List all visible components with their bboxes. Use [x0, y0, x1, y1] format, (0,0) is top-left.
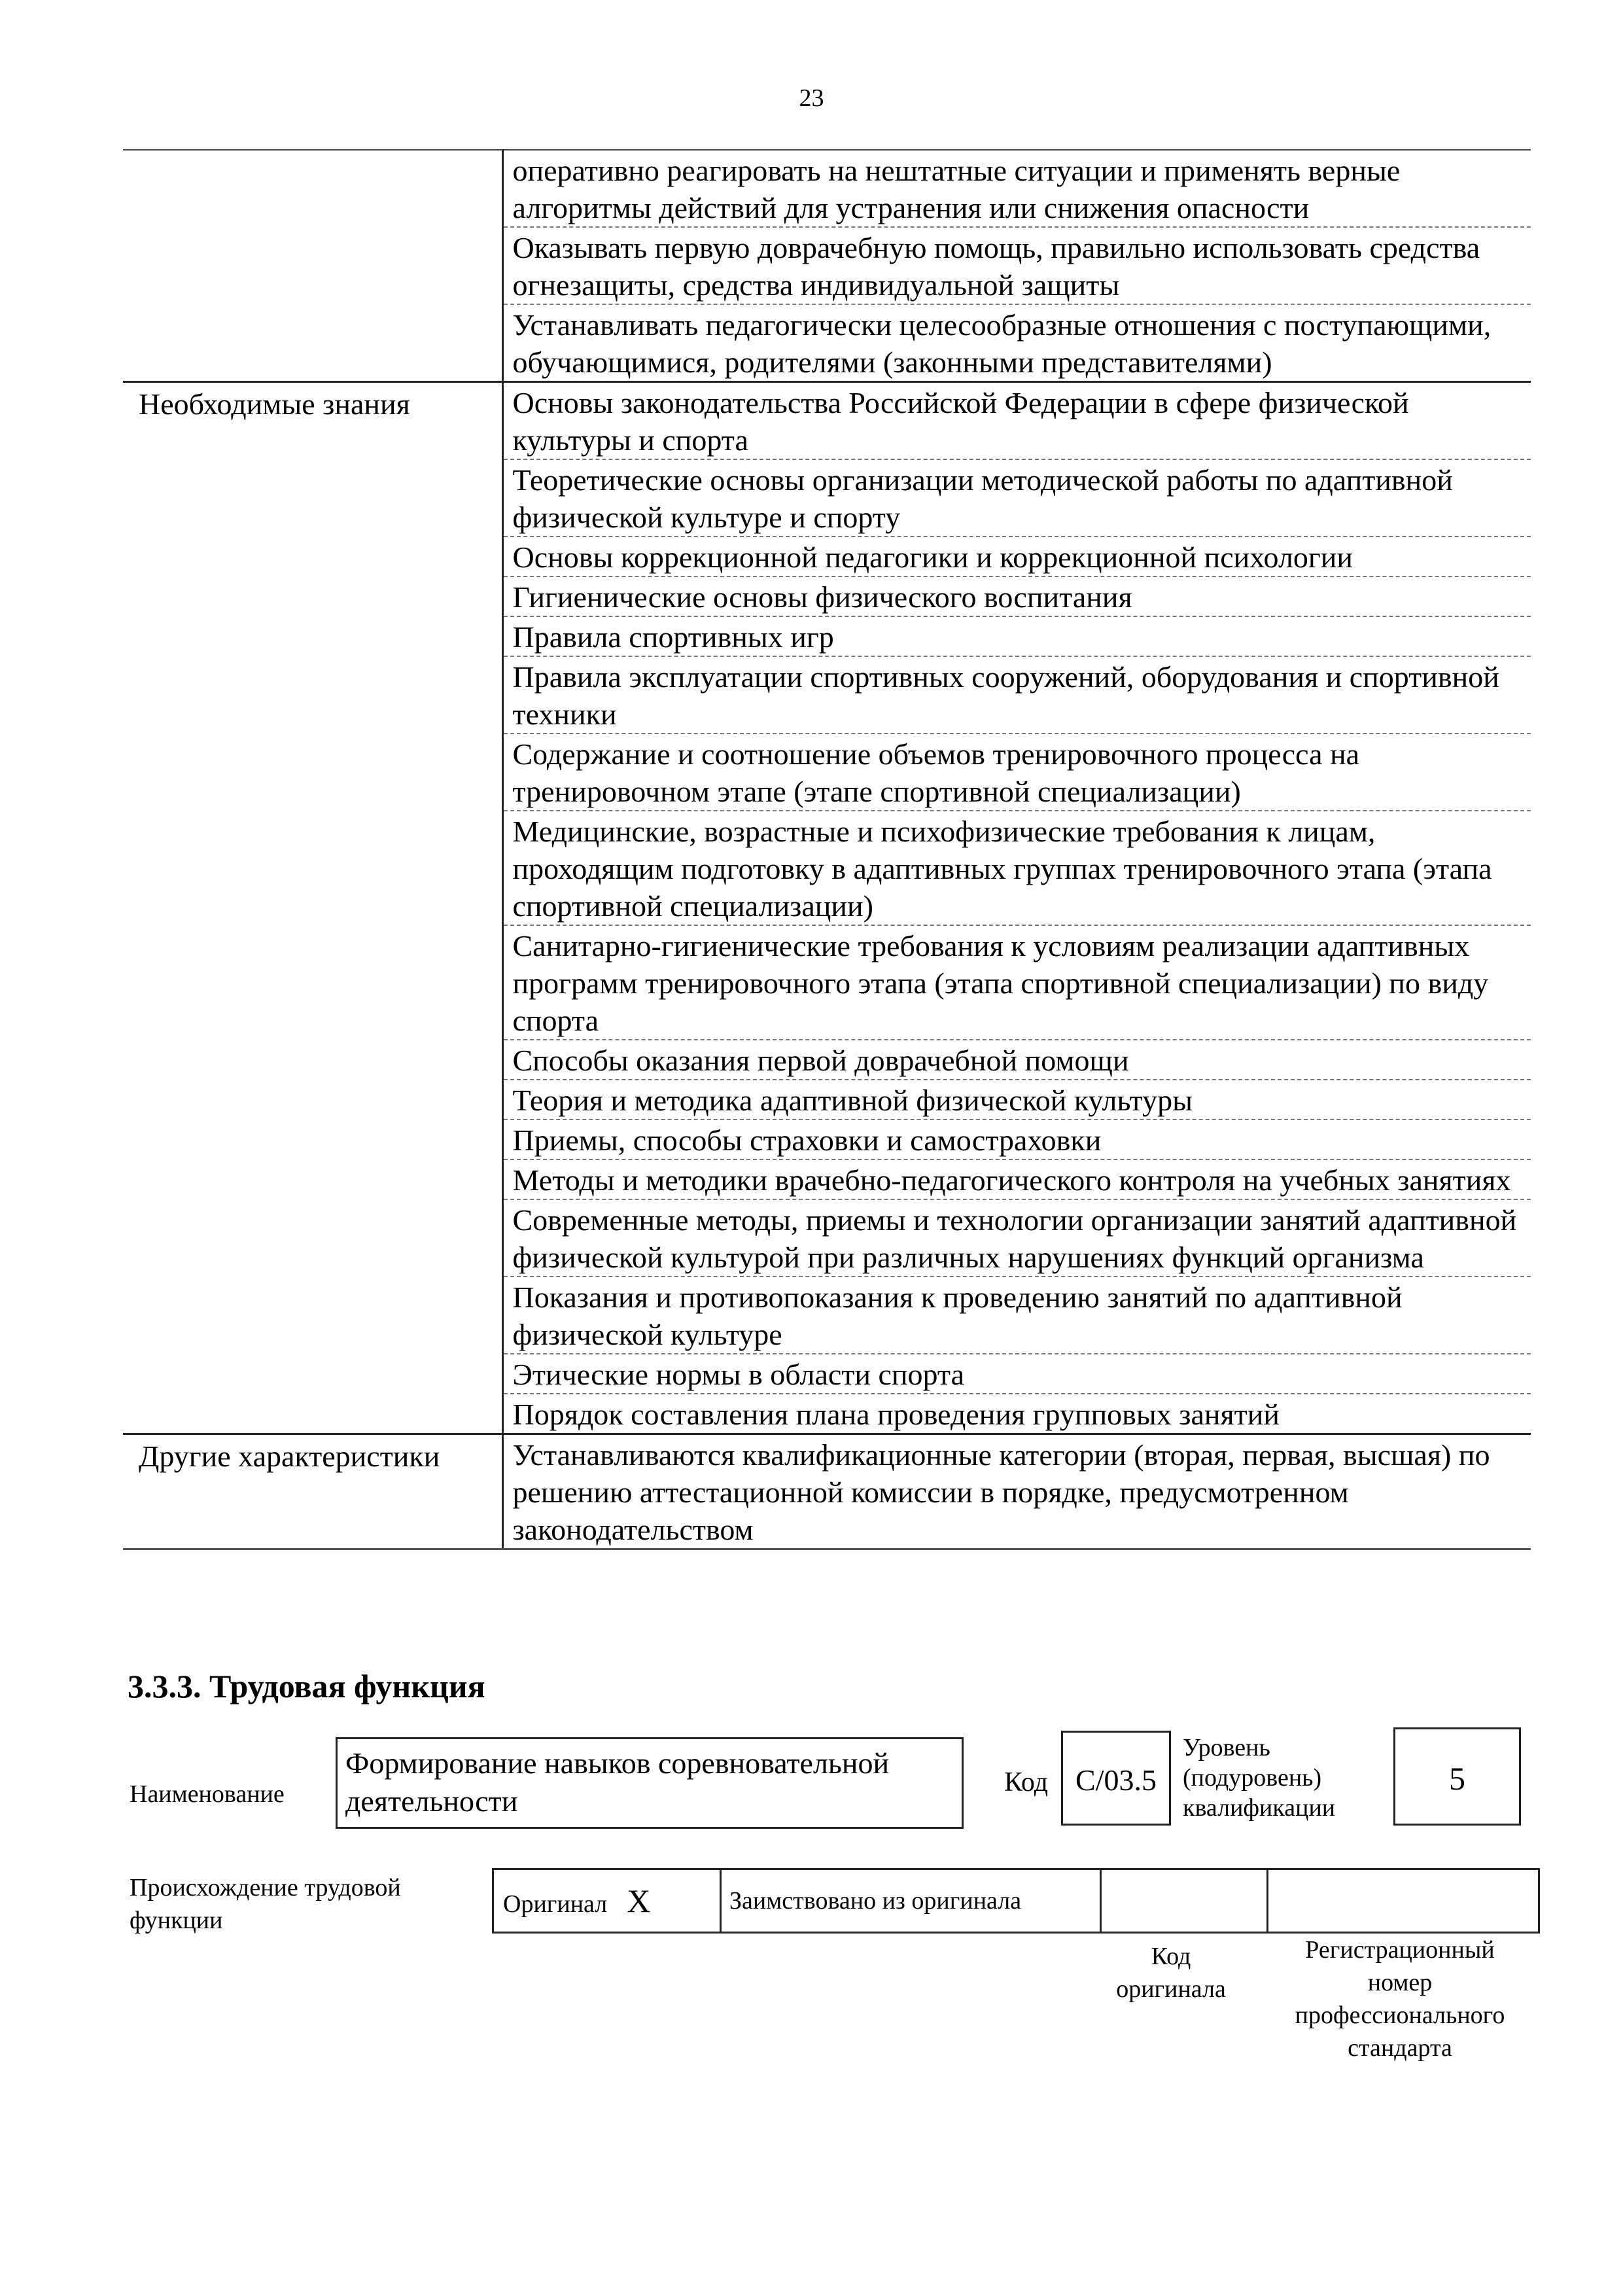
origin-borrowed-cell: Заимствовано из оригинала — [721, 1869, 1101, 1933]
table-cell: Современные методы, приемы и технологии организации занятий адаптивной физической культурой при различных нарушениях функций организма — [502, 1199, 1531, 1277]
origin-regnumber-cell — [1268, 1869, 1539, 1933]
caption-code-original — [1086, 1940, 1256, 2005]
origin-code-cell — [1101, 1869, 1268, 1933]
group-label: Другие характеристики — [123, 1434, 502, 1549]
table-row — [123, 1434, 1531, 1549]
table-cell: Способы оказания первой доврачебной помощи — [502, 1040, 1531, 1080]
level-label-line2: (подуровень) — [1183, 1764, 1322, 1792]
table-cell: Медицинские, возрастные и психофизические требования к лицам, проходящим подготовку в адаптивных группах тренировочного этапа (этапа спортивной специализации) — [502, 811, 1531, 925]
page-number: 23 — [799, 84, 824, 112]
table-cell: Устанавливаются квалификационные категории (вторая, первая, высшая) по решению аттестационной комиссии в порядке, предусмотренном законодательством — [502, 1434, 1531, 1549]
level-label — [1183, 1733, 1392, 1823]
table-row — [123, 382, 1531, 460]
origin-original-cell — [493, 1869, 721, 1933]
table-cell: Теория и методика адаптивной физической культуры — [502, 1080, 1531, 1120]
level-label-line3: квалификации — [1183, 1794, 1336, 1822]
level-label-line1: Уровень — [1183, 1734, 1270, 1761]
table-cell: Методы и методики врачебно-педагогического контроля на учебных занятиях — [502, 1159, 1531, 1199]
function-name-box: Формирование навыков соревновательной деятельности — [336, 1737, 964, 1829]
table-cell: Содержание и соотношение объемов тренировочного процесса на тренировочном этапе (этапе спортивной специализации) — [502, 733, 1531, 811]
table-cell: Устанавливать педагогически целесообразные отношения с поступающими, обучающимися, родителями (законными представителями) — [502, 304, 1531, 382]
section-heading: 3.3.3. Трудовая функция — [128, 1668, 485, 1704]
table-cell: Правила спортивных игр — [502, 616, 1531, 656]
caption-reg-line3: профессионального — [1295, 2002, 1505, 2029]
group-label — [123, 150, 502, 382]
caption-code-line2: оригинала — [1116, 1975, 1226, 2003]
table-row — [123, 150, 1531, 227]
code-label: Код — [1004, 1767, 1049, 1797]
group-label: Необходимые знания — [123, 382, 502, 1434]
caption-reg-line1: Регистрационный — [1305, 1936, 1495, 1964]
table-cell: оперативно реагировать на нештатные ситуации и применять верные алгоритмы действий для устранения или снижения опасности — [502, 150, 1531, 227]
table-cell: Теоретические основы организации методической работы по адаптивной физической культуре и спорту — [502, 459, 1531, 537]
table-cell: Основы коррекционной педагогики и коррекционной психологии — [502, 537, 1531, 576]
code-value-box: С/03.5 — [1061, 1731, 1171, 1826]
table-cell: Этические нормы в области спорта — [502, 1354, 1531, 1394]
caption-reg-line2: номер — [1367, 1969, 1433, 1996]
table-cell: Приемы, способы страховки и самостраховки — [502, 1120, 1531, 1159]
table-cell: Порядок составления плана проведения групповых занятий — [502, 1394, 1531, 1434]
origin-label: Происхождение трудовой функции — [130, 1874, 401, 1934]
origin-original-label: Оригинал — [503, 1890, 608, 1918]
table-cell: Показания и противопоказания к проведению занятий по адаптивной физической культуре — [502, 1277, 1531, 1354]
caption-reg-line4: стандарта — [1348, 2034, 1452, 2062]
table-cell: Санитарно-гигиенические требования к условиям реализации адаптивных программ тренировочного этапа (этапа спортивной специализации) по виду спорта — [502, 925, 1531, 1040]
origin-original-mark: X — [627, 1882, 651, 1919]
caption-registration-number — [1263, 1934, 1537, 2064]
knowledge-table — [123, 149, 1531, 1550]
table-cell: Основы законодательства Российской Федерации в сфере физической культуры и спорта — [502, 382, 1531, 460]
origin-table — [492, 1868, 1540, 1934]
table-cell: Правила эксплуатации спортивных сооружений, оборудования и спортивной техники — [502, 656, 1531, 733]
level-value-box: 5 — [1393, 1727, 1521, 1826]
caption-code-line1: Код — [1151, 1943, 1191, 1970]
name-label: Наименование — [130, 1780, 285, 1808]
table-cell: Гигиенические основы физического воспитания — [502, 576, 1531, 616]
table-cell: Оказывать первую доврачебную помощь, правильно использовать средства огнезащиты, средства индивидуальной защиты — [502, 227, 1531, 304]
